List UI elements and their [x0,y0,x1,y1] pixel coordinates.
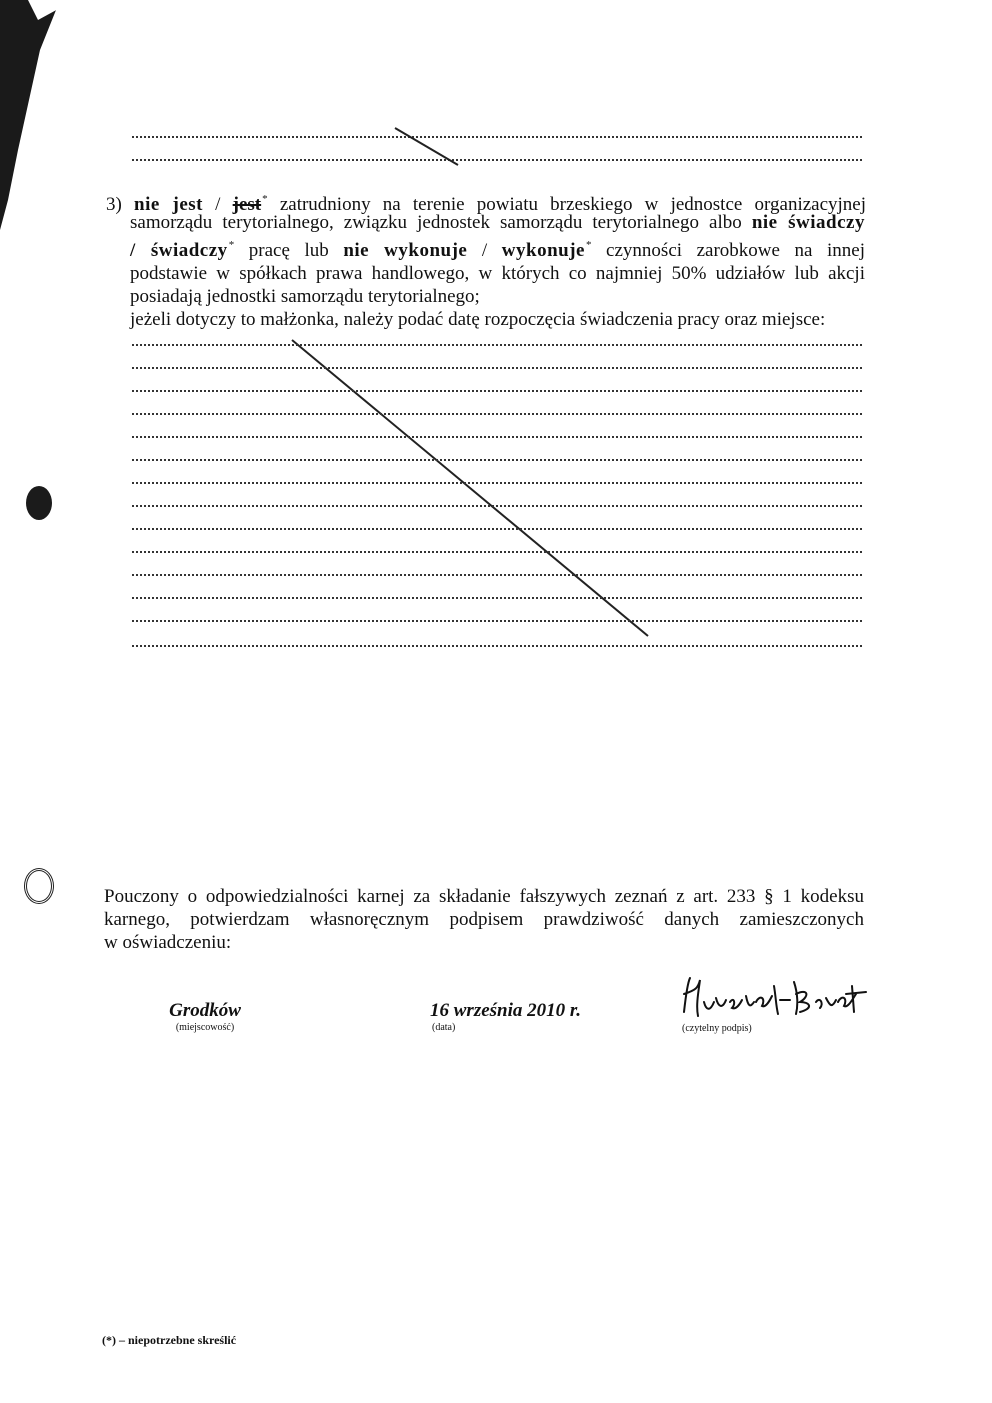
declaration-text [104,885,864,954]
place-value: Grodków [169,1000,241,1021]
blank-line [132,505,862,507]
slash: / [467,240,502,261]
date-caption: (data) [432,1022,456,1033]
option-nie-jest: nie jest [134,194,203,215]
punch-hole-icon [26,486,52,520]
blank-line [132,620,862,622]
asterisk: * [262,193,268,205]
date-field [416,1000,616,1033]
blank-line [132,574,862,576]
blank-line [132,551,862,553]
option-jest-struck: jest [232,194,262,215]
option-wykonuje: wykonuje [501,240,585,261]
place-caption: (miejscowość) [175,1022,235,1033]
blank-line [132,459,862,461]
declaration-line: karnego, potwierdzam własnoręcznym podpisem prawdziwość danych zamieszczonych [104,909,864,930]
item-text: zatrudniony na terenie powiatu brzeskiego w jednostce organizacyjnej [267,194,867,215]
signature-caption: (czytelny podpis) [682,1023,752,1034]
declaration-line: w oświadczeniu: [104,932,232,953]
blank-line [132,390,862,392]
item-text: jeżeli dotyczy to małżonka, należy podać datę rozpoczęcia świadczenia pracy oraz miejsce: [130,309,826,330]
handwritten-signature [676,972,876,1022]
blank-line [132,597,862,599]
item-text: posiadają jednostki samorządu terytorialnego; [130,286,480,307]
item-3-body [130,211,865,331]
blank-line [132,482,862,484]
option-nie-wykonuje: nie wykonuje [343,240,468,261]
asterisk: * [585,239,592,251]
declaration-line: Pouczony o odpowiedzialności karnej za składanie fałszywych zeznań z art. 233 § 1 kodeksu [104,886,864,907]
blank-line [132,413,862,415]
option-nie-swiadczy: nie świadczy [751,212,865,233]
item-text: samorządu terytorialnego, związku jednostek samorządu terytorialnego albo [130,212,752,233]
blank-line [132,645,862,647]
blank-line [132,436,862,438]
slash: / [202,194,233,215]
item-number: 3) [106,194,122,215]
footnote: (*) – niepotrzebne skreślić [102,1333,237,1347]
punch-hole-icon [24,868,54,904]
blank-line [132,367,862,369]
item-text: pracę lub [234,240,344,261]
place-field [140,1000,270,1033]
option-swiadczy: / świadczy [130,240,228,261]
item-text: czynności zarobkowe na innej [591,240,866,261]
item-text: podstawie w spółkach prawa handlowego, w których co najmniej 50% udziałów lub akcji [130,263,865,284]
signature-field [676,972,876,1034]
blank-line [132,344,862,346]
date-value: 16 września 2010 r. [430,1000,581,1021]
asterisk: * [228,239,235,251]
blank-line [132,528,862,530]
scan-edge-shadow [0,0,60,260]
